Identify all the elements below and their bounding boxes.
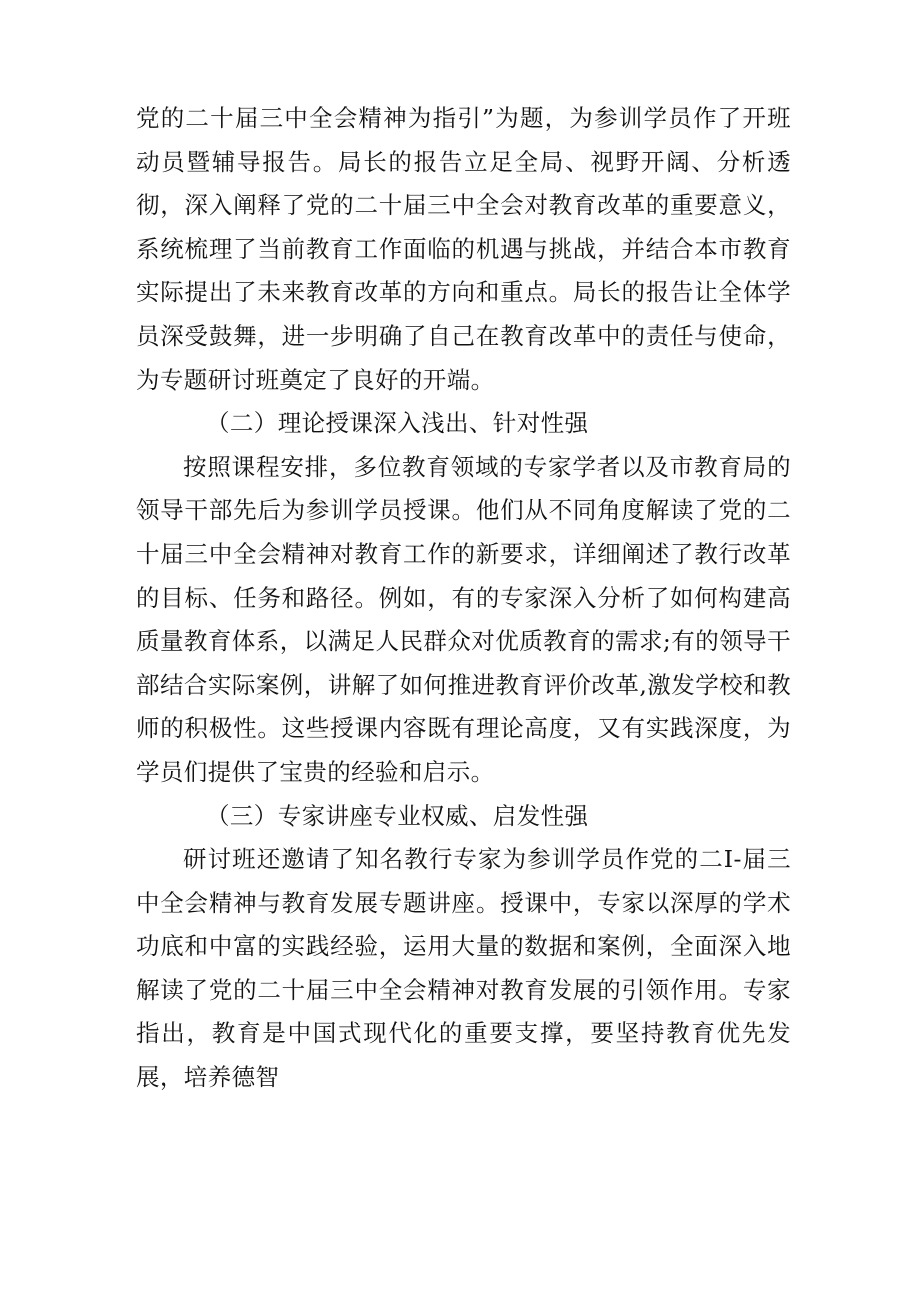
section-heading-3: （三）专家讲座专业权威、启发性强 (206, 801, 589, 830)
body-paragraph-1: 党的二十届三中全会精神为指引”为题，为参训学员作了开班动员暨辅导报告。局长的报告立足全局、视野开阔、分析透彻，深入阐释了党的二十届三中全会对教育改革的重要意义，系统梳理了当前教育工作面临的机遇与挑战，并结合本市教育实际提出了未来教育改革的方向和重点。局长的报告让全体学员深受鼓舞，进一步明确了自己在教育改革中的责任与使命，为专题研讨班奠定了良好的开端。 (136, 104, 791, 394)
body-paragraph-3: 研讨班还邀请了知名教行专家为参训学员作党的二I-届三中全会精神与教育发展专题讲座。授课中，专家以深厚的学术功底和中富的实践经验，运用大量的数据和案例，全面深入地解读了党的二十届三中全会精神对教育发展的引领作用。专家指出，教育是中国式现代化的重要支撑，要坚持教育优先发展，培养德智 (136, 845, 791, 1092)
document-body (136, 97, 791, 1100)
section-heading-2: （二）理论授课深入浅出、针对性强 (206, 409, 589, 438)
body-paragraph-2: 按照课程安排，多位教育领域的专家学者以及市教育局的领导干部先后为参训学员授课。他们从不同角度解读了党的二十届三中全会精神对教育工作的新要求，详细阐述了教行改革的目标、任务和路径。例如，有的专家深入分析了如何构建高质量教育体系，以满足人民群众对优质教育的需求;有的领导干部结合实际案例，讲解了如何推进教育评价改革,激发学校和教师的积极性。这些授课内容既有理论高度，又有实践深度，为学员们提供了宝贵的经验和启示。 (136, 452, 791, 786)
